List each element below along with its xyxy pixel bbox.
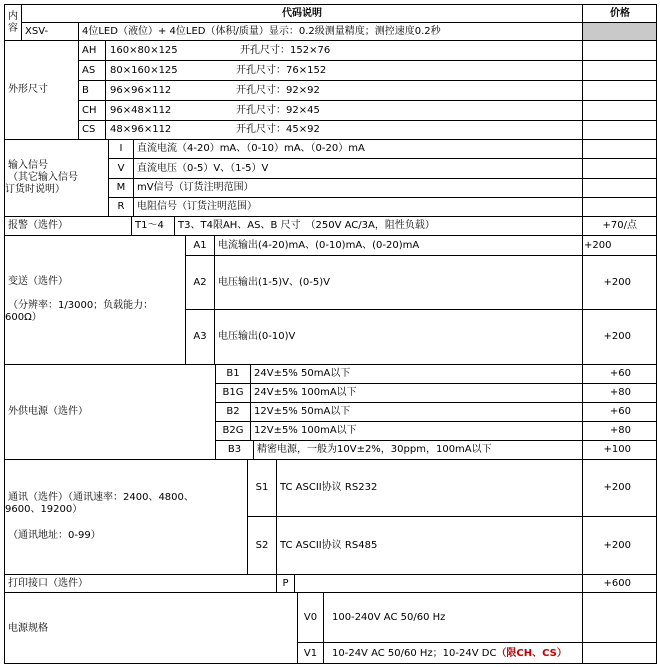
transmit-price: +200 — [582, 309, 657, 364]
dimension-desc — [105, 100, 582, 120]
transmit-code: A2 — [185, 255, 214, 309]
transmit-note-line1: （分辨率：1/3000；负载能力： — [8, 300, 154, 311]
alarm-price: +70/点 — [582, 216, 657, 235]
transmit-label — [4, 235, 185, 364]
power-out-desc: 24V±5% 100mA以下 — [250, 383, 582, 402]
dimension-size: 48×96×112 — [110, 124, 172, 135]
power-spec-code: V1 — [297, 642, 323, 664]
power-out-code: B2G — [215, 421, 250, 440]
input-price-cell — [582, 158, 657, 178]
dimension-cutout-label: 开孔尺寸： — [236, 124, 286, 135]
alarm-label: 报警（选件） — [4, 216, 131, 235]
print-label: 打印接口（选件） — [4, 574, 276, 592]
dimension-cutout-size: 92×45 — [286, 104, 320, 116]
power-out-desc: 12V±5% 50mA以下 — [250, 402, 582, 421]
input-code: R — [108, 197, 133, 216]
header-content-text: 内容 — [8, 10, 18, 34]
dimension-cutout-size: 152×76 — [290, 44, 331, 56]
comm-label-line1: 通讯（选件）（通讯速率：2400、4800、 — [8, 492, 194, 503]
comm-code: S2 — [247, 516, 276, 574]
dimension-size: 80×160×125 — [110, 64, 178, 76]
power-out-price: +60 — [582, 402, 657, 421]
input-code: V — [108, 158, 133, 178]
transmit-label-title: 变送（选件） — [8, 276, 68, 287]
dimension-desc — [105, 80, 582, 100]
comm-label — [4, 459, 247, 574]
power-out-code: B1 — [215, 364, 250, 383]
dimension-price-cell — [582, 40, 657, 60]
dimension-size: 96×96×112 — [110, 84, 172, 96]
power-out-label: 外供电源（选件） — [4, 364, 215, 459]
input-code: M — [108, 178, 133, 197]
comm-label-line2: 9600、19200） — [5, 504, 83, 515]
comm-desc: TC ASCII协议 RS485 — [276, 516, 582, 574]
power-out-price: +80 — [582, 383, 657, 402]
power-spec-desc — [323, 592, 582, 642]
alarm-code: T1～4 — [131, 216, 174, 235]
dimension-code: B — [78, 80, 105, 100]
header-title: 代码说明 — [21, 4, 582, 22]
dimension-price-cell — [582, 120, 657, 139]
dimension-desc — [105, 60, 582, 80]
header-price: 价格 — [582, 4, 657, 22]
transmit-desc: 电压输出(0-10)V — [214, 309, 582, 364]
transmit-price: +200 — [582, 235, 657, 255]
comm-price: +200 — [582, 516, 657, 574]
power-spec-restriction: （限CH、CS） — [496, 647, 567, 659]
transmit-note-line2: 600Ω） — [5, 312, 42, 323]
dimension-cutout-label: 开孔尺寸： — [240, 44, 290, 56]
power-out-code: B2 — [215, 402, 250, 421]
dimension-size: 96×48×112 — [110, 104, 172, 116]
dimension-cutout-label: 开孔尺寸： — [236, 84, 286, 96]
model-price-cell — [582, 22, 657, 40]
power-out-desc: 12V±5% 100mA以下 — [250, 421, 582, 440]
comm-desc: TC ASCII协议 RS232 — [276, 459, 582, 516]
header-content-label — [4, 4, 21, 40]
dimension-desc — [105, 120, 582, 139]
dimension-desc — [105, 40, 582, 60]
dimension-size: 160×80×125 — [110, 44, 178, 56]
comm-code: S1 — [247, 459, 276, 516]
transmit-code: A3 — [185, 309, 214, 364]
alarm-desc: T3、T4限AH、AS、B 尺寸 （250V AC/3A，阻性负载） — [174, 216, 582, 235]
power-spec-text: 100-240V AC 50/60 Hz — [332, 611, 446, 623]
transmit-desc: 电压输出(1-5)V、(0-5)V — [214, 255, 582, 309]
transmit-price: +200 — [582, 255, 657, 309]
dimension-code: CS — [78, 120, 105, 139]
input-label-line3: 订货时说明） — [5, 184, 65, 195]
input-label-line2: （其它输入信号 — [8, 172, 78, 183]
power-out-desc: 精密电源，一般为10V±2%，30ppm，100mA以下 — [253, 440, 582, 459]
power-out-code: B1G — [215, 383, 250, 402]
model-desc: 4位LED（液位）+ 4位LED（体积/质量）显示：0.2级测量精度；测控速度0.2秒 — [78, 22, 582, 40]
power-out-code: B3 — [215, 440, 253, 459]
input-desc: 直流电压（0-5）V、（1-5）V — [133, 158, 582, 178]
dimension-price-cell — [582, 60, 657, 80]
dimension-code: CH — [78, 100, 105, 120]
model-code: XSV- — [21, 22, 78, 40]
power-out-desc: 24V±5% 50mA以下 — [250, 364, 582, 383]
power-out-price: +80 — [582, 421, 657, 440]
dimension-cutout-size: 76×152 — [286, 64, 327, 76]
input-price-cell — [582, 197, 657, 216]
power-out-price: +60 — [582, 364, 657, 383]
dimension-price-cell — [582, 80, 657, 100]
dimension-cutout-label: 开孔尺寸： — [236, 104, 286, 116]
print-price: +600 — [582, 574, 657, 592]
dimensions-label: 外形尺寸 — [4, 40, 78, 139]
comm-label-line3: （通讯地址：0-99） — [8, 530, 101, 541]
power-spec-price-cell — [582, 592, 657, 642]
input-desc: mV信号（订货注明范围） — [133, 178, 582, 197]
input-code: I — [108, 139, 133, 158]
print-code: P — [276, 574, 294, 592]
input-price-cell — [582, 178, 657, 197]
power-out-price: +100 — [582, 440, 657, 459]
power-spec-label: 电源规格 — [4, 592, 297, 664]
input-label-line1: 输入信号 — [8, 160, 48, 171]
dimension-cutout-size: 45×92 — [286, 124, 320, 135]
transmit-desc: 电流输出(4-20)mA、(0-10)mA、(0-20)mA — [214, 235, 582, 255]
dimension-code: AS — [78, 60, 105, 80]
transmit-code: A1 — [185, 235, 214, 255]
dimension-cutout-label: 开孔尺寸： — [236, 64, 286, 76]
input-desc: 电阻信号（订货注明范围） — [133, 197, 582, 216]
dimension-price-cell — [582, 100, 657, 120]
power-spec-text: 10-24V AC 50/60 Hz；10-24V DC — [332, 647, 497, 659]
power-spec-desc — [323, 642, 582, 664]
input-price-cell — [582, 139, 657, 158]
power-spec-code: V0 — [297, 592, 323, 642]
dimension-code: AH — [78, 40, 105, 60]
comm-price: +200 — [582, 459, 657, 516]
input-desc: 直流电流（4-20）mA、（0-10）mA、（0-20）mA — [133, 139, 582, 158]
input-label — [4, 139, 108, 216]
dimension-cutout-size: 92×92 — [286, 84, 320, 96]
power-spec-price-cell — [582, 642, 657, 664]
print-desc-cell — [294, 574, 582, 592]
